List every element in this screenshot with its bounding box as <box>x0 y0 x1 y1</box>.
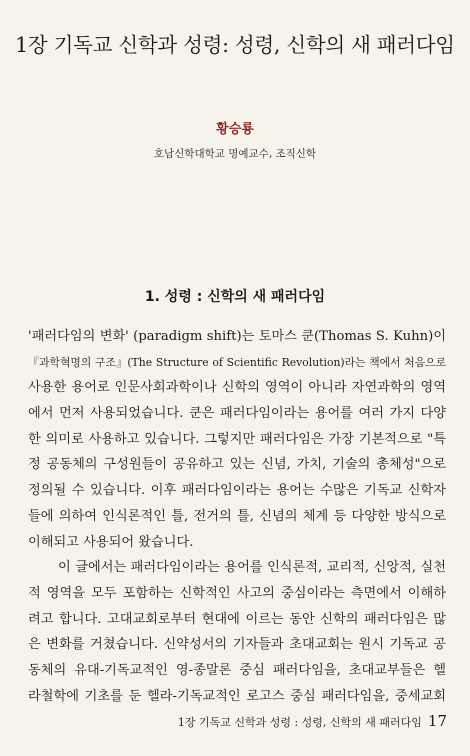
body-line: 한 의미로 사용하고 있습니다. 그렇지만 패러다임은 가장 기본적으로 "특 <box>28 431 446 447</box>
body-text <box>28 324 446 709</box>
body-line: 정의될 수 있습니다. 이후 패러다임이라는 용어는 수많은 기독교 신학자 <box>28 483 446 499</box>
body-line: 정 공동체의 구성원들이 공유하고 있는 신념, 가치, 기술의 총체성"으로 <box>28 457 446 473</box>
body-line: 동체의 유대-기독교적인 영-종말론 중심 패러다임을, 초대교부들은 헬 <box>28 662 446 678</box>
body-line: 에서 먼저 사용되었습니다. 쿤은 패러다임이라는 용어를 여러 가지 다양 <box>28 406 446 422</box>
body-line: '패러다임의 변화' (paradigm shift)는 토마스 쿤(Thomas S. Kuhn)이 <box>28 329 446 344</box>
body-line: 은 변화를 거쳤습니다. 신약성서의 기자들과 초대교회는 원시 기독교 공 <box>28 637 446 653</box>
body-line: 라철학에 기초를 둔 헬라-기독교적인 로고스 중심 패러다임을, 중세교회 <box>28 688 446 704</box>
chapter-title: 1장 기독교 신학과 성령: 성령, 신학의 새 패러다임 <box>15 33 455 57</box>
body-line: 『과학혁명의 구조』(The Structure of Scientific Revolution)라는 책에서 처음으로 <box>28 355 446 369</box>
page-footer <box>0 712 447 730</box>
body-line: 이해되고 사용되어 왔습니다. <box>28 534 194 550</box>
body-line: 이 글에서는 패러다임이라는 용어를 인식론적, 교리적, 신앙적, 실천 <box>58 560 446 576</box>
author-name: 황승룡 <box>216 122 254 137</box>
body-line: 적 영역을 모두 포함하는 신학적인 사고의 중심이라는 측면에서 이해하 <box>28 585 446 601</box>
body-line: 려고 합니다. 고대교회로부터 현대에 이르는 동안 신학의 패러다임은 많 <box>28 611 446 627</box>
section-heading: 1. 성령 : 신학의 새 패러다임 <box>144 289 326 305</box>
body-line: 들에 의하여 인식론적인 틀, 전거의 틀, 신념의 체계 등 다양한 방식으로 <box>28 508 446 524</box>
page-number: 17 <box>427 712 447 730</box>
body-line: 사용한 용어로 인문사회과학이나 신학의 영역이 아니라 자연과학의 영역 <box>28 380 446 396</box>
author-affiliation: 호남신학대학교 명예교수, 조직신학 <box>153 148 317 160</box>
running-title: 1장 기독교 신학과 성령 : 성령, 신학의 새 패러다임 <box>177 716 422 729</box>
